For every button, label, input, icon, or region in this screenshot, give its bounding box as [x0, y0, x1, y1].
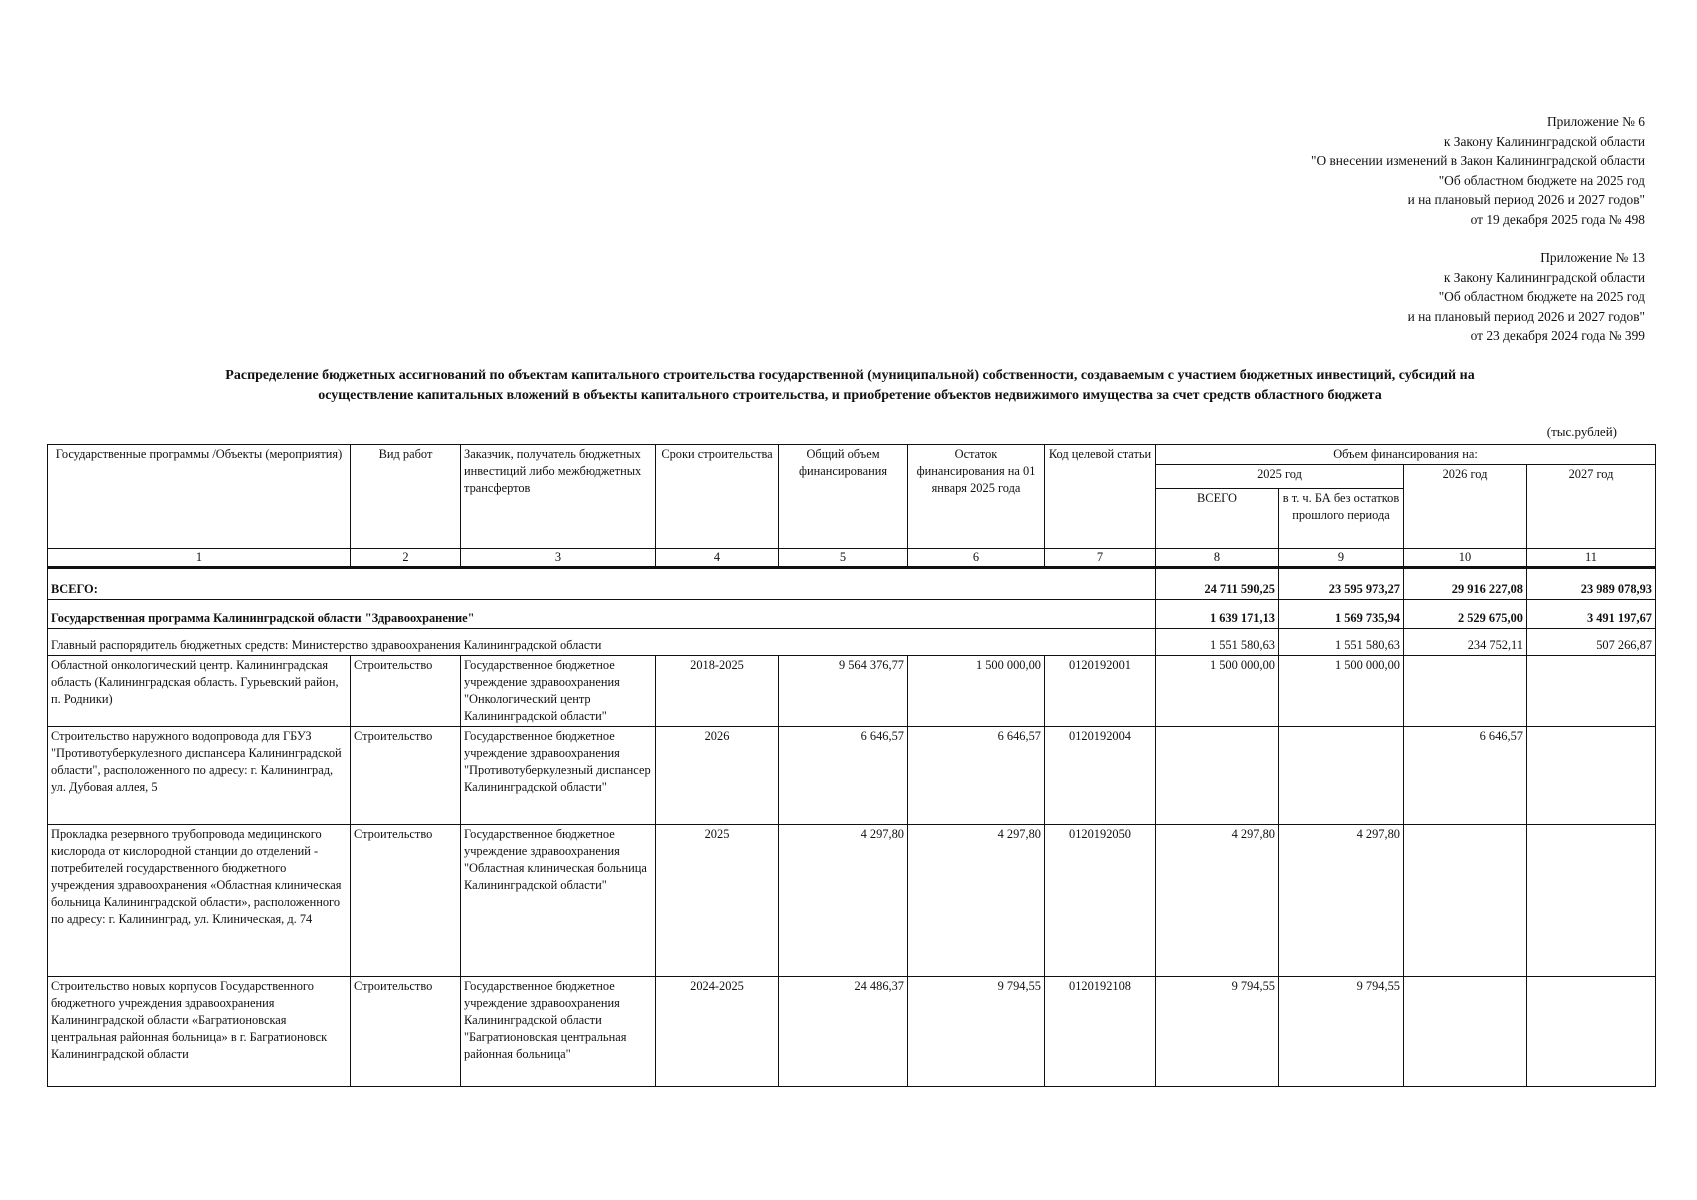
terms-cell: 2025 — [656, 825, 779, 977]
v2026-cell — [1404, 656, 1527, 727]
remainder-cell: 6 646,57 — [908, 727, 1045, 825]
program-row — [48, 600, 1656, 629]
v2025-ba-cell: 4 297,80 — [1279, 825, 1404, 977]
header-customer: Заказчик, получатель бюджетных инвестиций либо межбюджетных трансфертов — [461, 445, 656, 549]
total-volume-cell: 4 297,80 — [779, 825, 908, 977]
remainder-cell: 4 297,80 — [908, 825, 1045, 977]
customer-cell: Государственное бюджетное учреждение здравоохранения "Онкологический центр Калининградской области" — [461, 656, 656, 727]
total-row — [48, 568, 1656, 600]
header-terms: Сроки строительства — [656, 445, 779, 549]
column-number: 4 — [656, 549, 779, 568]
header-programs: Государственные программы /Объекты (мероприятия) — [48, 445, 351, 549]
terms-cell: 2024-2025 — [656, 977, 779, 1087]
document-title — [70, 366, 1630, 406]
v2026-cell — [1404, 825, 1527, 977]
column-number: 1 — [48, 549, 351, 568]
object-cell: Прокладка резервного трубопровода медицинского кислорода от кислородной станции до отделений - потребителей государственного бюджетного учреждения здравоохранения «Областная клиническая больница Калининградской области», расположенного по адресу: г. Калининград, ул. Клиническая, д. 74 — [48, 825, 351, 977]
document-title-line: Распределение бюджетных ассигнований по объектам капитального строительства государственной (муниципальной) собственности, создаваемым с участием бюджетных инвестиций, субсидий на — [225, 368, 1475, 383]
total-2025-total: 24 711 590,25 — [1156, 568, 1279, 600]
terms-cell: 2018-2025 — [656, 656, 779, 727]
v2027-cell — [1527, 727, 1656, 825]
header-target-code: Код целевой статьи — [1045, 445, 1156, 549]
work-cell: Строительство — [351, 825, 461, 977]
v2025-ba-cell — [1279, 727, 1404, 825]
table-row — [48, 656, 1656, 727]
column-number: 3 — [461, 549, 656, 568]
customer-cell: Государственное бюджетное учреждение здравоохранения "Противотуберкулезный диспансер Калининградской области" — [461, 727, 656, 825]
annex-line: "Об областном бюджете на 2025 год — [1438, 289, 1645, 305]
annex-line: Приложение № 13 — [1540, 250, 1645, 265]
admin-2026: 234 752,11 — [1404, 629, 1527, 656]
header-2025-total: ВСЕГО — [1156, 489, 1279, 549]
header-2025-incl-ba: в т. ч. БА без остатков прошлого периода — [1279, 489, 1404, 549]
v2025-total-cell — [1156, 727, 1279, 825]
total-2027: 23 989 078,93 — [1527, 568, 1656, 600]
column-number: 8 — [1156, 549, 1279, 568]
object-cell: Строительство новых корпусов Государственного бюджетного учреждения здравоохранения Калининградской области «Багратионовская центральная районная больница» в г. Багратионовск Калининградской области — [48, 977, 351, 1087]
annex-line: к Закону Калининградской области — [1443, 133, 1645, 149]
v2025-ba-cell: 1 500 000,00 — [1279, 656, 1404, 727]
object-cell: Строительство наружного водопровода для ГБУЗ "Противотуберкулезного диспансера Калининградской области", расположенного по адресу: г. Калининград, ул. Дубовая аллея, 5 — [48, 727, 351, 825]
column-number: 6 — [908, 549, 1045, 568]
column-number: 11 — [1527, 549, 1656, 568]
work-cell: Строительство — [351, 656, 461, 727]
annex-line: Приложение № 6 — [1546, 114, 1645, 129]
header-year-2027: 2027 год — [1527, 465, 1656, 549]
work-cell: Строительство — [351, 977, 461, 1087]
customer-cell: Государственное бюджетное учреждение здравоохранения "Областная клиническая больница Калининградской области" — [461, 825, 656, 977]
column-number: 10 — [1404, 549, 1527, 568]
v2027-cell — [1527, 825, 1656, 977]
header-year-2025: 2025 год — [1156, 465, 1404, 489]
annex-line: и на плановый период 2026 и 2027 годов" — [1407, 192, 1645, 208]
v2027-cell — [1527, 977, 1656, 1087]
admin-2025-ba: 1 551 580,63 — [1279, 629, 1404, 656]
program-2026: 2 529 675,00 — [1404, 600, 1527, 629]
header-funding-on: Объем финансирования на: — [1156, 445, 1656, 465]
admin-label: Главный распорядитель бюджетных средств: Министерство здравоохранения Калининградской области — [48, 629, 1156, 656]
column-number: 7 — [1045, 549, 1156, 568]
program-2025-total: 1 639 171,13 — [1156, 600, 1279, 629]
total-volume-cell: 9 564 376,77 — [779, 656, 908, 727]
annex-line: и на плановый период 2026 и 2027 годов" — [1407, 308, 1645, 324]
code-cell: 0120192050 — [1045, 825, 1156, 977]
v2027-cell — [1527, 656, 1656, 727]
units-label: (тыс.рублей) — [1546, 424, 1617, 439]
terms-cell: 2026 — [656, 727, 779, 825]
v2025-total-cell: 9 794,55 — [1156, 977, 1279, 1087]
code-cell: 0120192004 — [1045, 727, 1156, 825]
document-title-line: осуществление капитальных вложений в объекты капитального строительства, и приобретение объектов недвижимого имущества за счет средств областного бюджета — [318, 388, 1382, 403]
remainder-cell: 9 794,55 — [908, 977, 1045, 1087]
header-total-volume: Общий объем финансирования — [779, 445, 908, 549]
annex-original-block — [1408, 248, 1645, 346]
v2025-ba-cell: 9 794,55 — [1279, 977, 1404, 1087]
v2025-total-cell: 1 500 000,00 — [1156, 656, 1279, 727]
work-cell: Строительство — [351, 727, 461, 825]
annex-current-block — [1311, 112, 1645, 230]
admin-2025-total: 1 551 580,63 — [1156, 629, 1279, 656]
total-volume-cell: 24 486,37 — [779, 977, 908, 1087]
column-number-row — [48, 549, 1656, 568]
code-cell: 0120192108 — [1045, 977, 1156, 1087]
annex-line: "О внесении изменений в Закон Калининградской области — [1311, 153, 1645, 169]
remainder-cell: 1 500 000,00 — [908, 656, 1045, 727]
program-label: Государственная программа Калининградской области "Здравоохранение" — [48, 600, 1156, 629]
table-row — [48, 977, 1656, 1087]
header-work-type: Вид работ — [351, 445, 461, 549]
header-row — [48, 445, 1656, 465]
total-label: ВСЕГО: — [48, 568, 1156, 600]
admin-row — [48, 629, 1656, 656]
header-remainder: Остаток финансирования на 01 января 2025 года — [908, 445, 1045, 549]
v2026-cell — [1404, 977, 1527, 1087]
admin-2027: 507 266,87 — [1527, 629, 1656, 656]
table-row — [48, 825, 1656, 977]
annex-line: "Об областном бюджете на 2025 год — [1438, 172, 1645, 188]
v2026-cell: 6 646,57 — [1404, 727, 1527, 825]
header-year-2026: 2026 год — [1404, 465, 1527, 549]
annex-line: от 19 декабря 2025 года № 498 — [1470, 211, 1645, 227]
v2025-total-cell: 4 297,80 — [1156, 825, 1279, 977]
total-volume-cell: 6 646,57 — [779, 727, 908, 825]
object-cell: Областной онкологический центр. Калининградская область (Калининградская область. Гурьевский район, п. Родники) — [48, 656, 351, 727]
annex-line: от 23 декабря 2024 года № 399 — [1470, 328, 1645, 344]
table-row — [48, 727, 1656, 825]
program-2027: 3 491 197,67 — [1527, 600, 1656, 629]
total-2025-ba: 23 595 973,27 — [1279, 568, 1404, 600]
code-cell: 0120192001 — [1045, 656, 1156, 727]
program-2025-ba: 1 569 735,94 — [1279, 600, 1404, 629]
column-number: 9 — [1279, 549, 1404, 568]
total-2026: 29 916 227,08 — [1404, 568, 1527, 600]
column-number: 2 — [351, 549, 461, 568]
appropriations-table — [47, 444, 1656, 1087]
column-number: 5 — [779, 549, 908, 568]
annex-line: к Закону Калининградской области — [1443, 269, 1645, 285]
customer-cell: Государственное бюджетное учреждение здравоохранения Калининградской области "Багратионовская центральная районная больница" — [461, 977, 656, 1087]
